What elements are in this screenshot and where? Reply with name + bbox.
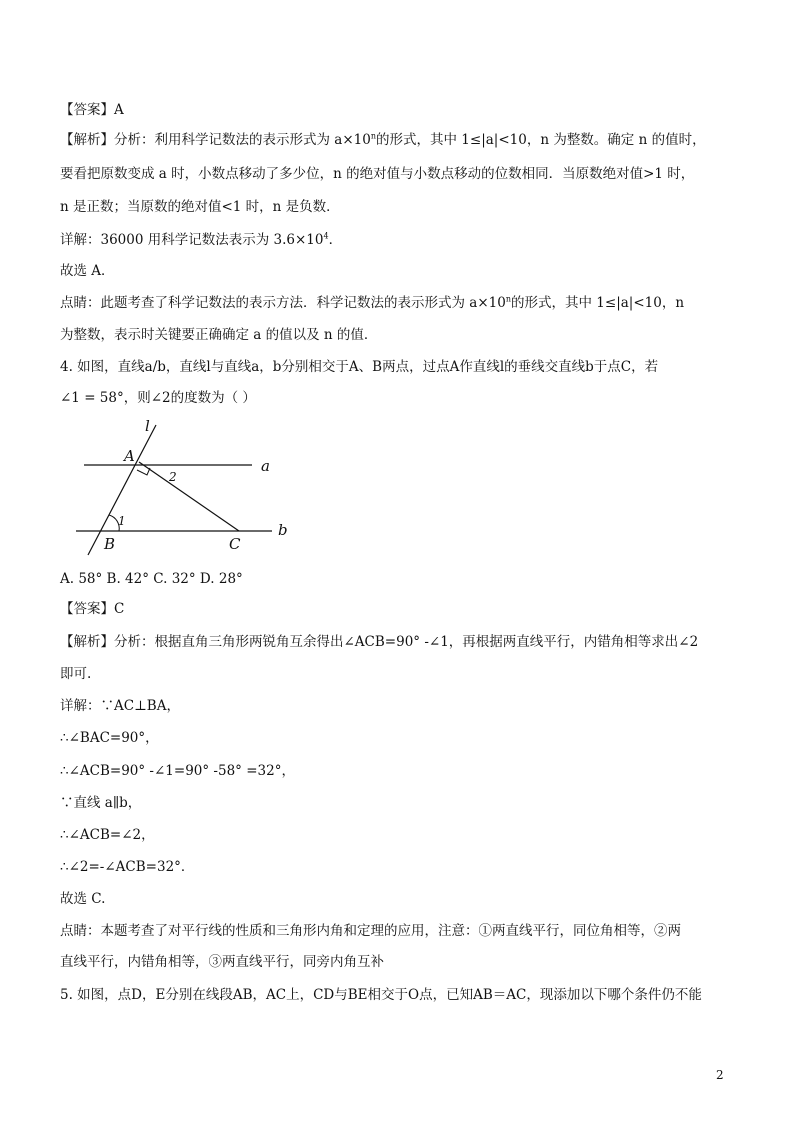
q3-comment-line-1: 点睛：此题考查了科学记数法的表示方法．科学记数法的表示形式为 $a\times 10^n$的形式，其中 1≤|a|<10，n xyxy=(60,294,685,311)
q4-stem-line-1: 4. 如图，直线a/b，直线l与直线a，b分别相交于A、B两点，过点A作直线l的垂线交直线b于点C，若 xyxy=(60,359,659,375)
q3-answer: 【答案】A xyxy=(60,102,124,118)
label-angle-1: 1 xyxy=(118,514,126,528)
q4-step-1: 详解：∵AC⊥BA， xyxy=(60,698,180,714)
label-C: C xyxy=(229,535,241,553)
q4-comment-line-2: 直线平行，内错角相等，③两直线平行，同旁内角互补 xyxy=(60,954,384,970)
q4-step-3: ∴∠ACB=90° -∠1=90° -58° =32°， xyxy=(60,763,295,779)
q4-analysis-line-2: 即可. xyxy=(60,666,92,682)
q3-analysis-line-1: 【解析】分析：利用科学记数法的表示形式为 $a\times 10^n$的形式，其中 1≤|a|<10，n 为整数。确定 n 的值时， xyxy=(60,131,706,148)
q4-step-6: ∴∠2=-∠ACB=32°． xyxy=(60,859,195,875)
q3-comment-line-2: 为整数，表示时关键要正确确定 a 的值以及 n 的值． xyxy=(60,327,378,343)
page-number: 2 xyxy=(716,1068,724,1082)
label-l: l xyxy=(145,417,150,435)
q4-step-4: ∵直线 a∥b， xyxy=(60,795,142,811)
q4-stem-line-2: ∠1 = 58°，则∠2的度数为（ ） xyxy=(60,390,256,406)
q4-analysis-line-1: 【解析】分析：根据直角三角形两锐角互余得出∠ACB=90° -∠1，再根据两直线平行，内错角相等求出∠2 xyxy=(60,634,699,650)
line-l xyxy=(88,425,156,555)
q5-stem-line-1: 5. 如图，点D，E分别在线段AB，AC上，CD与BE相交于O点，已知AB＝AC，现添加以下哪个条件仍不能 xyxy=(60,987,702,1003)
label-A: A xyxy=(124,447,135,465)
label-angle-2: 2 xyxy=(169,470,177,484)
q4-geometry-figure xyxy=(66,415,306,565)
q3-analysis-line-2: 要看把原数变成 a 时，小数点移动了多少位，n 的绝对值与小数点移动的位数相同．当原数绝对值>1 时， xyxy=(60,166,695,182)
label-a: a xyxy=(261,457,270,475)
label-B: B xyxy=(104,535,116,553)
q4-step-2: ∴∠BAC=90°， xyxy=(60,730,159,746)
q4-choose: 故选 C. xyxy=(60,891,106,907)
q4-step-5: ∴∠ACB=∠2， xyxy=(60,827,155,843)
q3-choose: 故选 A． xyxy=(60,263,115,279)
q4-answer: 【答案】C xyxy=(60,601,125,617)
segment-ac xyxy=(139,462,239,531)
q3-analysis-line-3: n 是正数；当原数的绝对值<1 时，n 是负数． xyxy=(60,199,340,215)
q3-detail: 详解：36000 用科学记数法表示为 $3.6\times 10^4$． xyxy=(60,231,343,248)
right-angle-mark xyxy=(137,468,150,475)
label-b: b xyxy=(278,521,288,539)
q4-comment-line-1: 点睛：本题考查了对平行线的性质和三角形内角和定理的应用，注意：①两直线平行，同位角相等，②两 xyxy=(60,923,681,939)
q4-options: A. 58° B. 42° C. 32° D. 28° xyxy=(60,571,243,587)
